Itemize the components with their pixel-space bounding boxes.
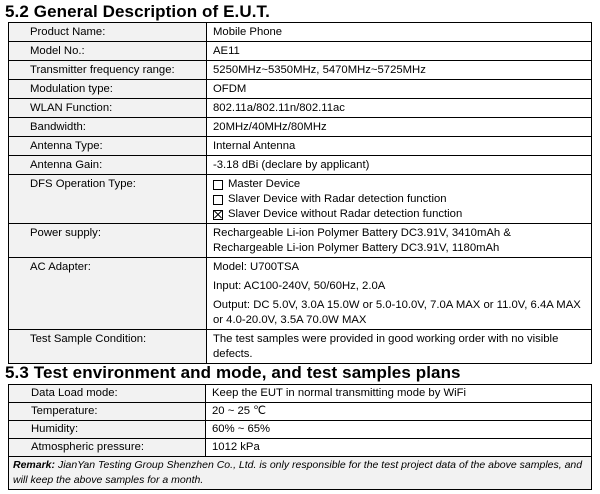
eut-description-table [8,22,592,364]
power-supply-row [9,224,592,258]
table-row [9,439,592,457]
row-label: Power supply: [9,224,207,258]
checkbox-crossed-icon [213,210,223,220]
table-row [9,23,592,42]
remark-text: JianYan Testing Group Shenzhen Co., Ltd. is only responsible for the test project data of the above samples, and will keep the above samples for a month. [13,459,583,486]
row-value: The test samples were provided in good working order with no visible defects. [207,330,592,364]
row-label: Temperature: [9,403,206,421]
row-value: 1012 kPa [206,439,592,457]
row-label: Antenna Type: [9,137,207,156]
row-value: AE11 [207,42,592,61]
row-value: 20MHz/40MHz/80MHz [207,118,592,137]
row-value [207,224,592,258]
row-value [207,258,592,330]
ac-adapter-row [9,258,592,330]
table-row [9,42,592,61]
row-value: Internal Antenna [207,137,592,156]
table-row [9,118,592,137]
table-row [9,80,592,99]
test-sample-row [9,330,592,364]
option-text: Master Device [228,178,301,190]
row-value: 60% ~ 65% [206,421,592,439]
dfs-option-slaver-with-radar [213,192,591,207]
row-label: Data Load mode: [9,385,206,403]
table-row [9,137,592,156]
adapter-input: Input: AC100-240V, 50/60Hz, 2.0A [213,280,386,292]
table-row [9,421,592,439]
dfs-option-slaver-without-radar [213,207,591,222]
option-text: Slaver Device with Radar detection function [228,193,447,205]
option-text: Slaver Device without Radar detection function [228,208,463,220]
test-environment-table [8,384,592,490]
adapter-output: Output: DC 5.0V, 3.0A 15.0W or 5.0-10.0V, 7.0A MAX or 11.0V, 6.4A MAX or 4.0-20.0V, 3.5A 70.0W MAX [213,299,581,326]
dfs-row [9,175,592,224]
row-label: Product Name: [9,23,207,42]
table-row [9,61,592,80]
row-value: 20 ~ 25 ℃ [206,403,592,421]
row-label: Atmospheric pressure: [9,439,206,457]
row-label: Antenna Gain: [9,156,207,175]
row-value: 802.11a/802.11n/802.11ac [207,99,592,118]
power-line: Rechargeable Li-ion Polymer Battery DC3.91V, 1180mAh [213,242,500,254]
table-row [9,385,592,403]
row-value: -3.18 dBi (declare by applicant) [207,156,592,175]
table-row [9,99,592,118]
row-value: Keep the EUT in normal transmitting mode by WiFi [206,385,592,403]
row-label: Bandwidth: [9,118,207,137]
dfs-option-master [213,177,591,192]
row-label: Test Sample Condition: [9,330,207,364]
row-label: Humidity: [9,421,206,439]
row-label: Model No.: [9,42,207,61]
row-value: OFDM [207,80,592,99]
table-row [9,403,592,421]
remark-label: Remark: [13,459,56,471]
row-value: 5250MHz~5350MHz, 5470MHz~5725MHz [207,61,592,80]
remark-row [9,457,592,490]
checkbox-unchecked-icon [213,180,223,190]
adapter-model: Model: U700TSA [213,261,300,273]
dfs-options [207,175,592,224]
checkbox-unchecked-icon [213,195,223,205]
row-label: Transmitter frequency range: [9,61,207,80]
row-label: AC Adapter: [9,258,207,330]
section-5-3-title: 5.3 Test environment and mode, and test samples plans [5,363,461,382]
row-label: DFS Operation Type: [9,175,207,224]
power-line: Rechargeable Li-ion Polymer Battery DC3.91V, 3410mAh & [213,227,511,239]
table-row [9,156,592,175]
row-value: Mobile Phone [207,23,592,42]
section-5-2-title: 5.2 General Description of E.U.T. [5,2,270,21]
row-label: WLAN Function: [9,99,207,118]
row-label: Modulation type: [9,80,207,99]
remark-cell [9,457,592,490]
